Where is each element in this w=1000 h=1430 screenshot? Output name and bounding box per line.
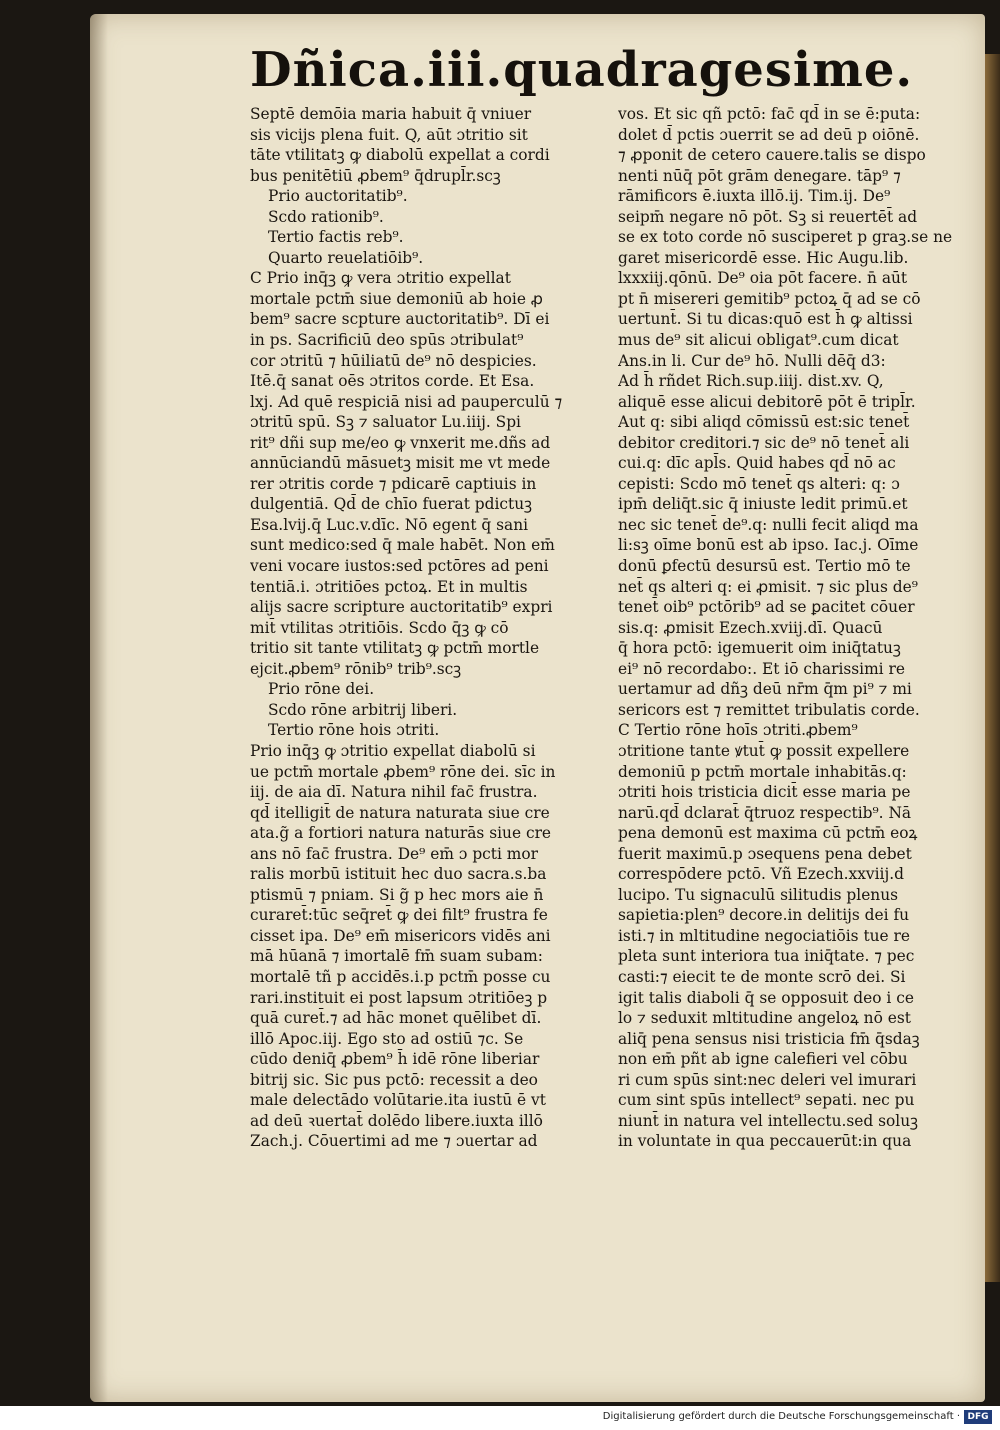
text-line: casti:⁊ eiecit te de monte scrō dei. Si xyxy=(618,967,906,986)
text-line: rāmificors ē.iuxta illō.ij. Tim.ij. De⁹ xyxy=(618,187,891,206)
text-line: C Prio inq̄ꝫ ꝙ vera ɔtritio expellat xyxy=(250,269,511,288)
running-header: Dñica.iii.quadragesime. xyxy=(250,42,914,98)
text-line: rer ɔtritis corde ⁊ pdicarē captiuis in xyxy=(250,474,537,493)
text-line: lo ⁊ seduxit mltitudine angeloꝝ nō est xyxy=(618,1009,911,1028)
text-line: ɔtritione tante ꝟtut̄ ꝙ possit expellere xyxy=(618,741,910,760)
text-line: tritio sit tante vtilitatꝫ ꝙ pctm̄ mortle xyxy=(250,639,540,658)
text-line: cepisti: Scdo mō tenet̄ qs alteri: q: ɔ xyxy=(618,474,900,493)
text-line: curaret̄:tūc seq̄ret̄ ꝙ dei filt⁹ frustra fe xyxy=(250,906,548,925)
text-line: narū.qd̄ dclarat̄ q̄truoz respectib⁹. Nā xyxy=(618,803,912,822)
text-line: sis.q: ꝓmisit Ezech.xviij.dī. Quacū xyxy=(618,618,883,637)
text-line: mus de⁹ sit alicui obligat⁹.cum dicat xyxy=(618,331,899,350)
funding-note: Digitalisierung gefördert durch die Deutsche Forschungsgemeinschaft · xyxy=(602,1411,960,1422)
text-line: pena demonū est maxima cū pctm̄ eoꝝ xyxy=(618,824,918,843)
text-line: illō Apoc.iij. Ego sto ad ostiū ⁊c. Se xyxy=(250,1029,524,1048)
text-line: tentiā.i. ɔtritiōes pctoꝝ. Et in multis xyxy=(250,577,528,596)
text-line: in voluntate in qua peccauerūt:in qua xyxy=(618,1132,912,1151)
text-line: uertamur ad dñꝫ deū nr̄m q̄m pi⁹ ⁊ mi xyxy=(618,680,912,699)
text-line: bus penitētiū ꝓbem⁹ q̄drupl̄r.scꝫ xyxy=(250,166,501,185)
text-line: non em̄ pñt ab igne calefieri vel cōbu xyxy=(618,1050,908,1069)
text-line: sis vicijs plena fuit. Q, aūt ɔtritio sit xyxy=(250,125,528,144)
text-line: sericors est ⁊ remittet tribulatis corde. xyxy=(618,700,920,719)
text-line: in ps. Sacrificiū deo spūs ɔtribulat⁹ xyxy=(250,331,524,350)
text-line: mā hūanā ⁊ imortalē fm̄ suam subam: xyxy=(250,947,543,966)
text-line: niunt̄ in natura vel intellectu.sed soluꝫ xyxy=(618,1111,918,1130)
text-line: ipm̄ deliq̄t.sic q̄ iniuste ledit primū.et xyxy=(618,495,908,514)
text-line: lxxxiij.qōnū. De⁹ oia pōt facere. n̄ aūt xyxy=(618,269,908,288)
text-line: Itē.q̄ sanat oēs ɔtritos corde. Et Esa. xyxy=(250,372,535,391)
text-line: mit̄ vtilitas ɔtritiōis. Scdo q̄ꝫ ꝙ cō xyxy=(250,618,509,637)
text-line: cisset ipa. De⁹ em̄ misericors vidēs ani xyxy=(250,926,551,945)
text-line: bem⁹ sacre scpture auctoritatib⁹. Dī ei xyxy=(250,310,550,329)
text-line: donū ꝑfectū desursū est. Tertio mō te xyxy=(618,557,911,576)
right-text-column xyxy=(618,104,963,1152)
text-line: Tertio factis reb⁹. xyxy=(268,228,404,247)
text-line: rit⁹ dñi sup me/eo ꝙ vnxerit me.dñs ad xyxy=(250,433,551,452)
text-line: veni vocare iustos:sed pctōres ad peni xyxy=(250,557,549,576)
text-line: ans nō fac̄ frustra. De⁹ em̄ ɔ pcti mor xyxy=(250,844,539,863)
text-line: Prio inq̄ꝫ ꝙ ɔtritio expellat diabolū si xyxy=(250,741,536,760)
text-line: ue pctm̄ mortale ꝓbem⁹ rōne dei. sīc in xyxy=(250,762,556,781)
text-line: igit talis diaboli q̄ se opposuit deo i ce xyxy=(618,988,914,1007)
text-line: ei⁹ nō recordabo:. Et iō charissimi re xyxy=(618,659,905,678)
text-line: demoniū p pctm̄ mortale inhabitās.q: xyxy=(618,762,907,781)
text-line: Septē demōia maria habuit q̄ vniuer xyxy=(250,105,532,123)
gutter-shadow xyxy=(90,14,108,1402)
text-line: se ex toto corde nō susciperet p graꝫ.se ne xyxy=(618,228,953,247)
text-line: Esa.lvij.q̄ Luc.v.dīc. Nō egent q̄ sani xyxy=(250,515,529,534)
text-line: cūdo deniq̄ ꝓbem⁹ h̄ idē rōne liberiar xyxy=(250,1050,540,1069)
text-line: vos. Et sic qñ pctō: fac̄ qd̄ in se ē:puta: xyxy=(618,105,921,123)
text-line: ata.g̃ a fortiori natura naturās siue cre xyxy=(250,824,552,843)
text-line: ralis morbū istituit hec duo sacra.s.ba xyxy=(250,865,547,884)
text-line: ad deū ꝛuertat̄ dolēdo libere.iuxta illō xyxy=(250,1111,543,1130)
text-line: rari.instituit ei post lapsum ɔtritiōeꝫ p xyxy=(250,988,548,1007)
text-line: correspōdere pctō. Vñ Ezech.xxviij.d xyxy=(618,865,904,884)
text-line: pt n̄ misereri gemitib⁹ pctoꝝ q̄ ad se cō xyxy=(618,289,921,308)
text-line: aliquē esse alicui debitorē pōt ē tripl̄r. xyxy=(618,392,916,411)
text-line: fuerit maximū.p ɔsequens pena debet xyxy=(618,844,912,863)
text-line: Scdo rationib⁹. xyxy=(268,207,384,226)
text-line: garet misericordē esse. Hic Augu.lib. xyxy=(618,248,909,267)
text-line: Scdo rōne arbitrij liberi. xyxy=(268,700,458,719)
text-line: Zach.j. Cōuertimi ad me ⁊ ɔuertar ad xyxy=(250,1132,538,1151)
text-line: cor ɔtritū ⁊ hūiliatū de⁹ nō despicies. xyxy=(250,351,537,370)
dfg-logo: DFG xyxy=(964,1410,992,1424)
text-line: aliq̄ pena sensus nisi tristicia fm̄ q̄sdaꝫ xyxy=(618,1029,920,1048)
text-line: tāte vtilitatꝫ ꝙ diabolū expellat a cordi xyxy=(250,146,550,165)
page-stack-edge xyxy=(985,54,1000,1282)
text-line: pleta sunt interiora tua iniq̄tate. ⁊ pec xyxy=(618,947,915,966)
text-line: quā curet̄.⁊ ad hāc monet quēlibet dī. xyxy=(250,1009,542,1028)
text-line: Prio auctoritatib⁹. xyxy=(268,187,408,206)
text-line: sapietia:plen⁹ decore.in delitijs dei fu xyxy=(618,906,910,925)
text-line: tenet̄ oib⁹ pctōrib⁹ ad se ꝑacitet cōuer xyxy=(618,598,915,617)
text-line: lxj. Ad quē respiciā nisi ad pauperculū ⁊ xyxy=(250,392,563,411)
text-line: debitor creditori.⁊ sic de⁹ nō tenet̄ ali xyxy=(618,433,910,452)
text-line: li:sꝫ oīme bonū est ab ipso. Iac.j. Oīme xyxy=(618,536,919,555)
text-line: cum sint spūs intellect⁹ sepati. nec pu xyxy=(618,1091,915,1110)
text-line: dolet d̄ pctis ɔuerrit se ad deū p oiōnē. xyxy=(618,125,920,144)
footer-bar xyxy=(0,1406,1000,1430)
text-line: ɔtriti hois tristicia dicit̄ esse maria pe xyxy=(618,783,911,802)
text-line: isti.⁊ in mltitudine negociatiōis tue re xyxy=(618,926,911,945)
text-line: dulgentiā. Qd̄ de chīo fuerat pdictuꝫ xyxy=(250,495,532,514)
left-text-column xyxy=(250,104,600,1152)
text-line: male delectādo volūtarie.ita iustū ē vt xyxy=(250,1091,546,1110)
text-line: Aut q: sibi aliqd cōmissū est:sic tenet̄ xyxy=(618,413,910,432)
text-line: Ad h̄ rñdet Rich.sup.iiij. dist.xv. Q, xyxy=(618,372,884,391)
text-line: Ans.in li. Cur de⁹ hō. Nulli dēq̄ d3: xyxy=(618,351,886,370)
text-line: net̄ qs alteri q: ei ꝓmisit. ⁊ sic plus de⁹ xyxy=(618,577,918,596)
text-line: lucipo. Tu signaculū silitudis plenus xyxy=(618,885,899,904)
text-line: ejcit.ꝓbem⁹ rōnib⁹ trib⁹.scꝫ xyxy=(250,659,462,678)
text-line: sunt medico:sed q̄ male habēt. Non em̄ xyxy=(250,536,555,555)
text-line: cui.q: dīc apl̄s. Quid habes qd̄ nō ac xyxy=(618,454,896,473)
text-line: mortalē tñ p accidēs.i.p pctm̄ posse cu xyxy=(250,967,551,986)
text-line: uertunt̄. Si tu dicas:quō est h̄ ꝙ altissi xyxy=(618,310,913,329)
text-line: ɔtritū spū. Sꝫ ⁊ saluator Lu.iiij. Spi xyxy=(250,413,521,432)
text-line: seipm̄ negare nō pōt. Sꝫ si reuertēt̄ ad xyxy=(618,207,918,226)
text-line: ptismū ⁊ pniam. Si g̃ p hec mors aie n̄ xyxy=(250,885,544,904)
text-line: C Tertio rōne hoīs ɔtriti.ꝓbem⁹ xyxy=(618,721,858,740)
text-line: qd̄ itelligit̄ de natura naturata siue cre xyxy=(250,803,550,822)
text-line: q̄ hora pctō: igemuerit oim iniq̄tatuꝫ xyxy=(618,639,901,658)
text-line: Quarto reuelatiōib⁹. xyxy=(268,248,424,267)
text-line: alijs sacre scripture auctoritatib⁹ expri xyxy=(250,598,553,617)
text-line: Tertio rōne hois ɔtriti. xyxy=(268,721,440,740)
text-line: nec sic tenet̄ de⁹.q: nulli fecit aliqd ma xyxy=(618,515,919,534)
text-line: ri cum spūs sint:nec deleri vel imurari xyxy=(618,1070,917,1089)
text-line: nenti nūq̄ pōt grām denegare. tāp⁹ ⁊ xyxy=(618,166,901,185)
text-line: Prio rōne dei. xyxy=(268,680,375,699)
text-line: bitrij sic. Sic pus pctō: recessit a deo xyxy=(250,1070,538,1089)
text-line: mortale pctm̄ siue demoniū ab hoie ꝓ xyxy=(250,289,543,308)
text-line: iij. de aia dī. Natura nihil fac̄ frustra. xyxy=(250,783,538,802)
text-line: ⁊ ꝓponit de cetero cauere.talis se dispo xyxy=(618,146,926,165)
text-line: annūciandū māsuetꝫ misit me vt mede xyxy=(250,454,551,473)
